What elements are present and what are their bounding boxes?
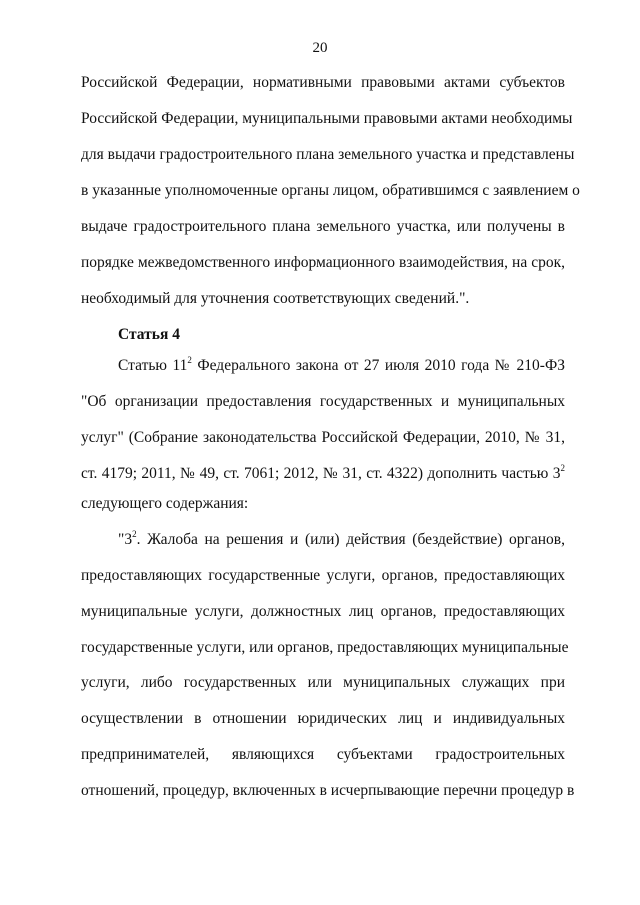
text-line: предпринимателей, являющихся субъектами градостроительных — [81, 746, 565, 763]
text-line: "$3^2$. Жалоба на решения и (или) действия (бездействие) органов, — [118, 529, 565, 548]
text-line: государственные услуги, или органов, предоставляющих муниципальные — [81, 639, 569, 656]
text-line: предоставляющих государственные услуги, органов, предоставляющих — [81, 567, 565, 584]
text-line: следующего содержания: — [81, 495, 249, 512]
text-line: выдаче градостроительного плана земельного участка, или получены в — [81, 218, 565, 235]
text-line: необходимый для уточнения соответствующих сведений.". — [81, 290, 470, 307]
text-line: муниципальные услуги, должностных лиц органов, предоставляющих — [81, 603, 565, 620]
text-line: осуществлении в отношении юридических лиц и индивидуальных — [81, 710, 565, 727]
text-line: Статью $11^2$ Федерального закона от 27 июля 2010 года № 210-ФЗ — [118, 355, 565, 374]
text-line: ст. 4179; 2011, № 49, ст. 7061; 2012, № 31, ст. 4322) дополнить частью $3^2$ — [81, 463, 565, 482]
text-line: услуги, либо государственных или муниципальных служащих при — [81, 674, 565, 691]
superscript: 2 — [560, 463, 565, 473]
text-line: "Об организации предоставления государственных и муниципальных — [81, 393, 565, 410]
text-line: Российской Федерации, нормативными правовыми актами субъектов — [81, 74, 565, 91]
text-line: Российской Федерации, муниципальными правовыми актами необходимы — [81, 110, 573, 127]
text-line: в указанные уполномоченные органы лицом, обратившимся с заявлением о — [81, 182, 580, 199]
article-heading: Статья 4 — [118, 326, 180, 343]
text-line: отношений, процедур, включенных в исчерпывающие перечни процедур в — [81, 782, 575, 799]
text-line: услуг" (Собрание законодательства Российской Федерации, 2010, № 31, — [81, 429, 565, 446]
superscript: 2 — [187, 355, 192, 365]
text-line: порядке межведомственного информационного взаимодействия, на срок, — [81, 254, 565, 271]
page-number: 20 — [312, 40, 328, 56]
superscript: 2 — [132, 529, 137, 539]
text-line: для выдачи градостроительного плана земельного участка и представлены — [81, 146, 575, 163]
